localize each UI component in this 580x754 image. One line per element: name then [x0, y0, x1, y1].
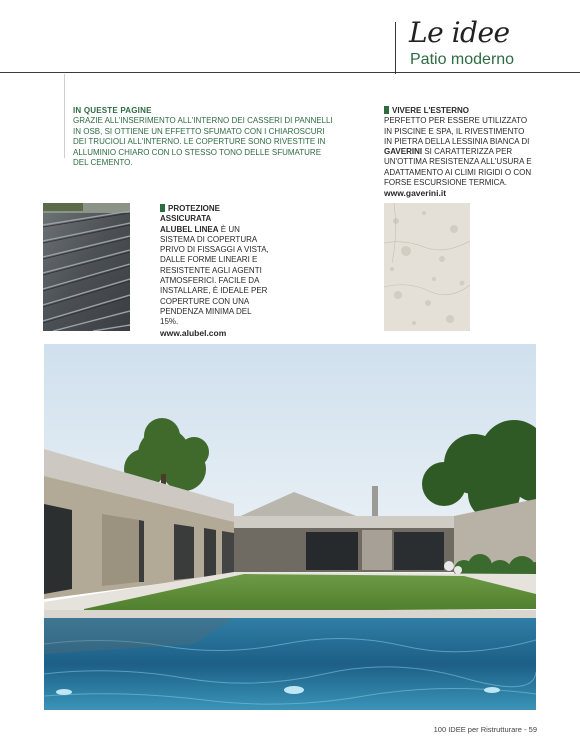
bullet-square-icon — [160, 204, 165, 212]
intro-rule — [64, 74, 65, 158]
page-footer: 100 IDEE per Ristrutturare - 59 — [433, 725, 537, 734]
roof-photo — [43, 203, 130, 331]
protezione-body — [160, 225, 270, 328]
protezione-link[interactable]: www.alubel.com — [160, 327, 227, 338]
header-divider — [395, 22, 396, 74]
header-rule — [0, 72, 580, 73]
section-title: Le idee — [409, 16, 510, 49]
vivere-body-1: PERFETTO PER ESSERE UTILIZZATO IN PISCINE E SPA, IL RIVESTIMENTO IN PIETRA DELLA LESSINIA BIANCA DI — [384, 116, 530, 146]
vivere-body — [384, 116, 534, 188]
protezione-brand: ALUBEL LINEA — [160, 224, 219, 234]
protezione-block — [160, 204, 270, 338]
protezione-heading — [160, 204, 270, 225]
stone-photo — [384, 203, 470, 331]
section-subtitle: Patio moderno — [410, 51, 515, 68]
protezione-body-text: È UN SISTEMA DI COPERTURA PRIVO DI FISSAGGI A VISTA, DALLE FORME LINEARI E RESISTENTE AGLI AGENTI ATMOSFERICI. FACILE DA INSTALLARE, È IDEALE PER COPERTURE CON UNA PENDENZA MINIMA DEL 15%. — [160, 224, 269, 327]
patio-photo — [44, 344, 536, 710]
intro-text: GRAZIE ALL'INSERIMENTO ALL'INTERNO DEI CASSERI DI PANNELLI IN OSB, SI OTTIENE UN EFFETTO SFUMATO CON I CHIAROSCURI DEI TRUCIOLI ALL'INTERNO. LE COPERTURE SONO RIVESTITE IN ALLUMINIO CHIARO CON LO STESSO TONO DELLE SFUMATURE DEL CEMENTO. — [73, 116, 333, 167]
vivere-block — [384, 106, 534, 199]
protezione-heading-text: PROTEZIONE ASSICURATA — [160, 204, 221, 224]
bullet-square-icon — [384, 106, 389, 114]
vivere-heading — [384, 106, 534, 116]
vivere-heading-text: VIVERE L'ESTERNO — [392, 106, 470, 115]
intro-heading: IN QUESTE PAGINE — [73, 106, 152, 115]
vivere-body-2: SI CARATTERIZZA PER UN'OTTIMA RESISTENZA ALL'USURA E ADATTAMENTO AI CLIMI RIGIDI O CON FORSE ESCURSIONE TERMICA. — [384, 147, 532, 188]
vivere-brand: GAVERINI — [384, 147, 423, 157]
vivere-link[interactable]: www.gaverini.it — [384, 188, 447, 199]
